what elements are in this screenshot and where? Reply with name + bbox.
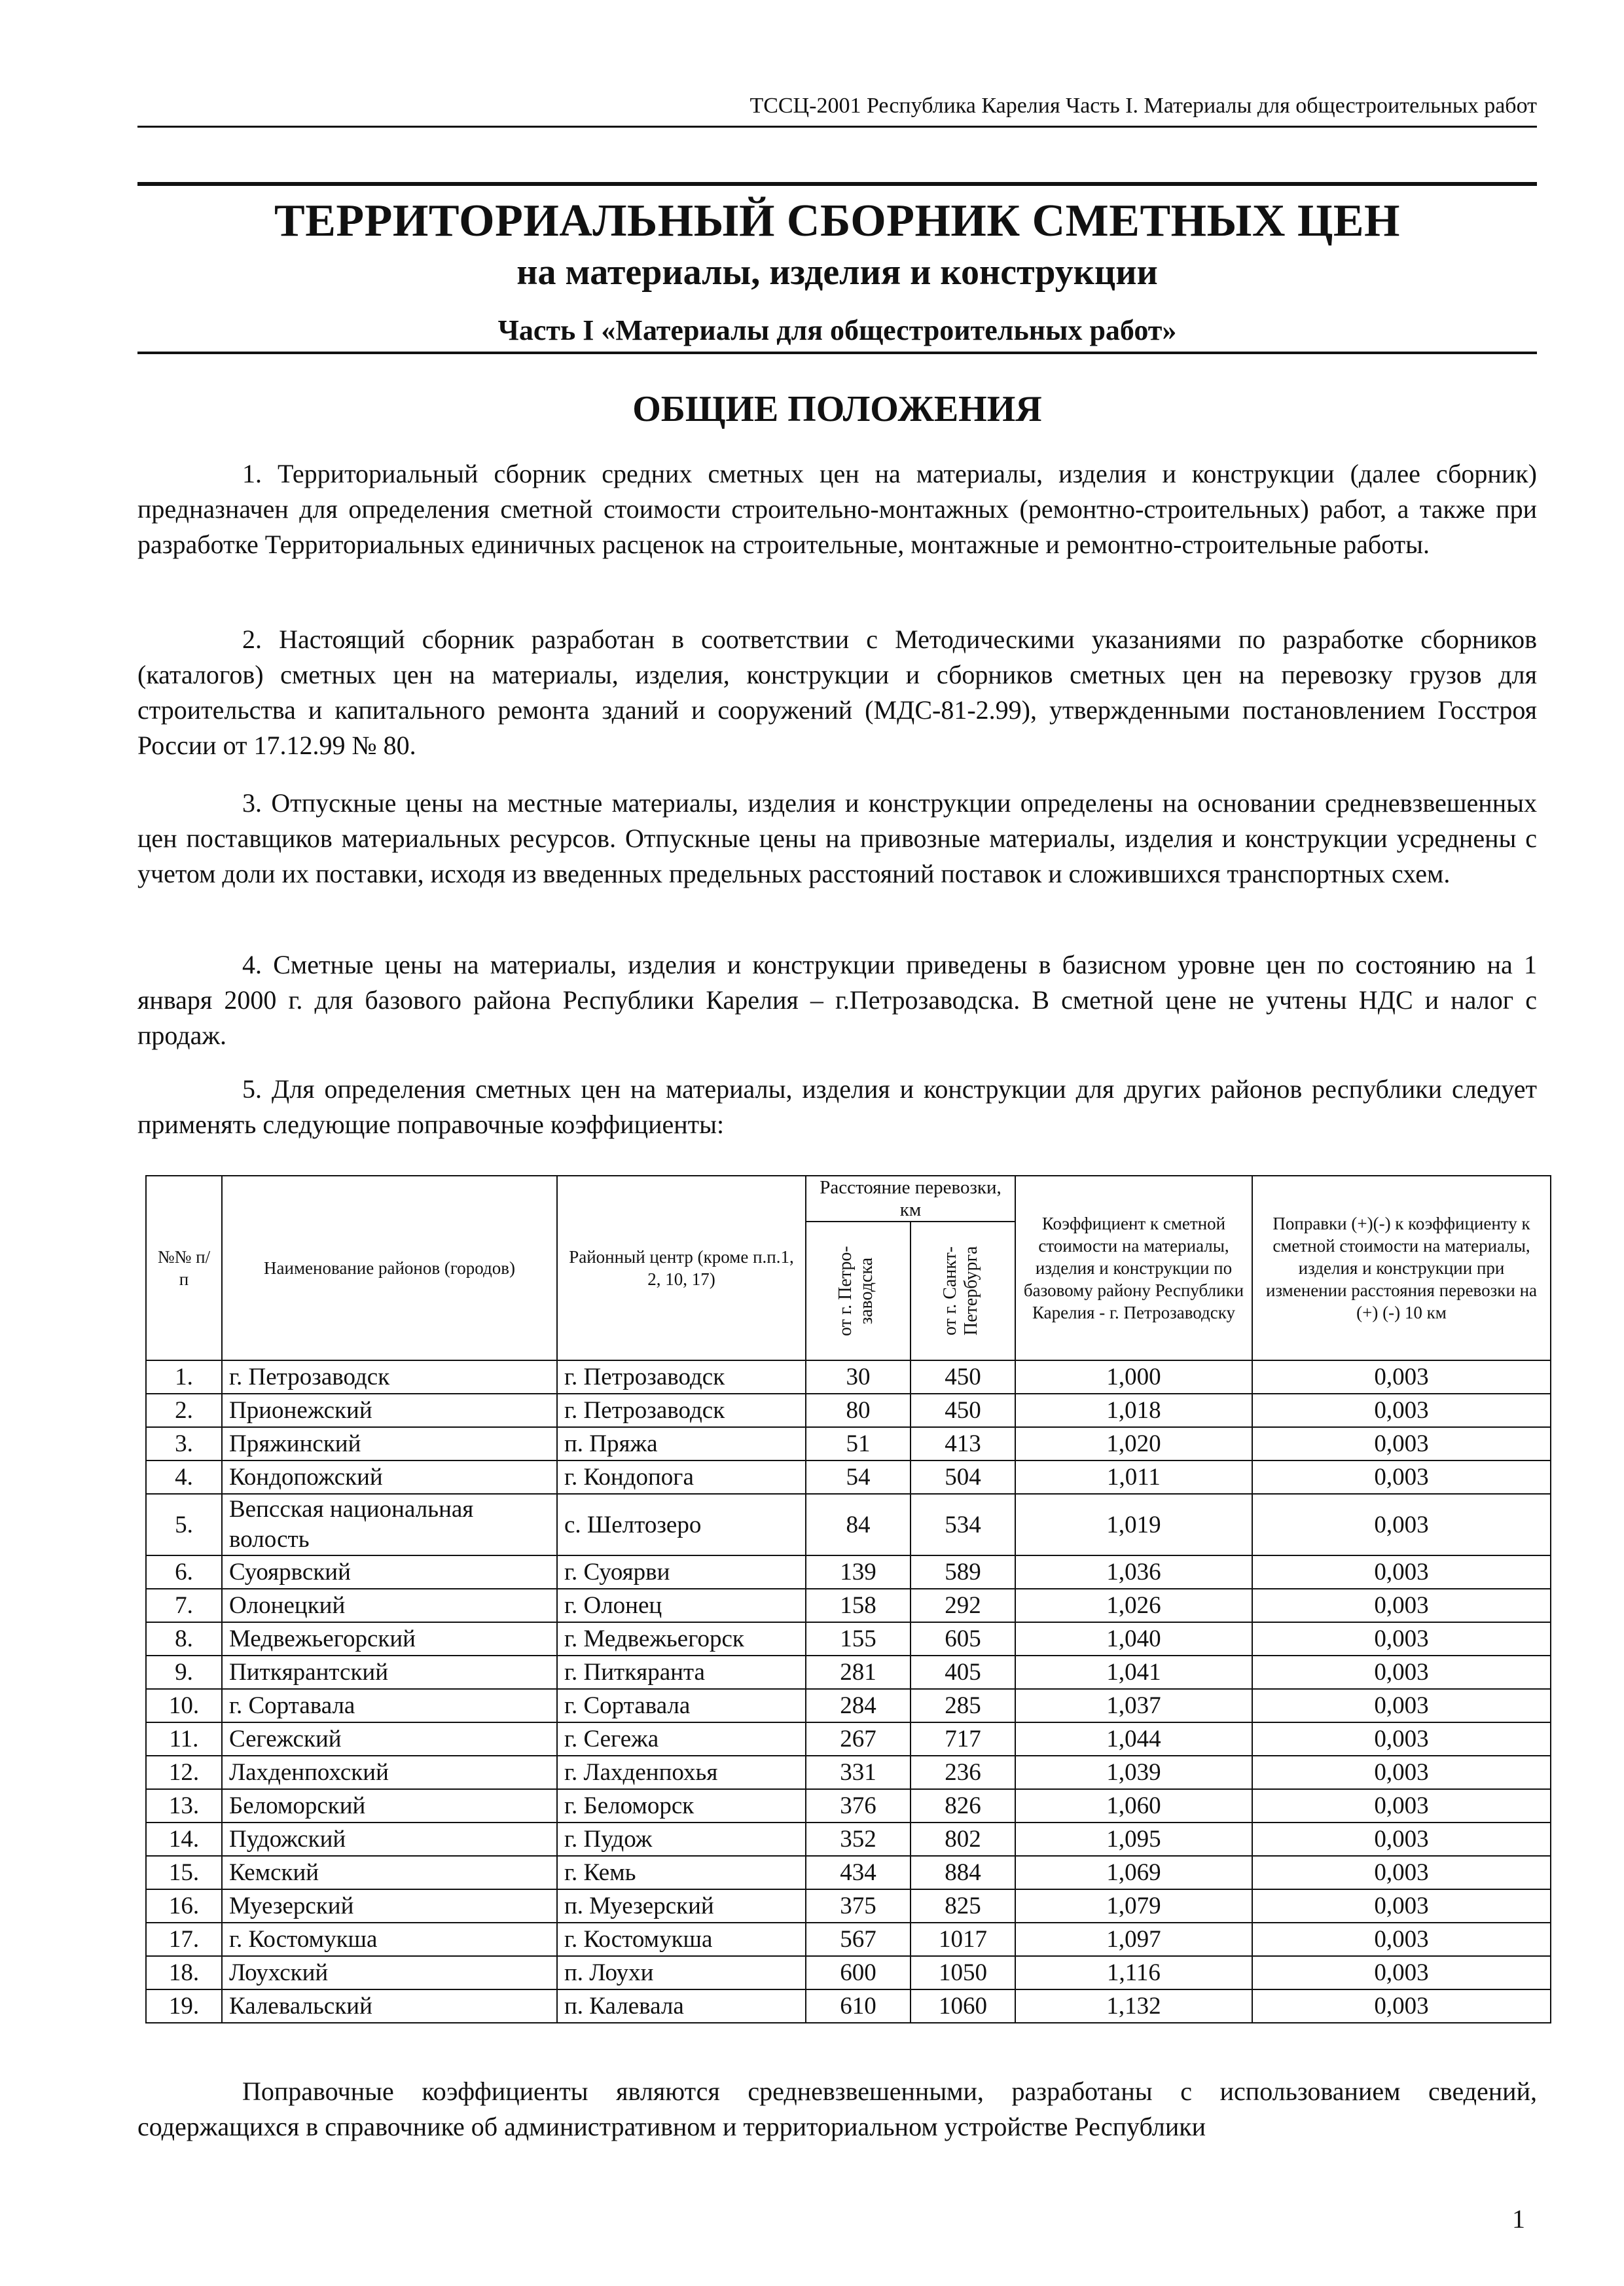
header-district-center: Районный центр (кроме п.п.1, 2, 10, 17) [557, 1176, 806, 1360]
correction-value: 0,003 [1252, 1427, 1551, 1460]
district-center: п. Лоухи [557, 1956, 806, 1989]
header-from-spb [911, 1222, 1015, 1360]
title-bottom-rule [137, 352, 1537, 354]
correction-value: 0,003 [1252, 1722, 1551, 1756]
district-center: г. Петрозаводск [557, 1394, 806, 1427]
table-row [146, 1789, 1551, 1823]
district-name: Прионежский [222, 1394, 557, 1427]
row-number: 12. [146, 1756, 222, 1789]
distance-petrozavodsk: 281 [806, 1656, 911, 1689]
coefficient-value: 1,040 [1015, 1622, 1252, 1656]
district-name: Вепсская национальная волость [222, 1494, 557, 1555]
row-number: 10. [146, 1689, 222, 1722]
district-center: г. Суоярви [557, 1555, 806, 1589]
row-number: 18. [146, 1956, 222, 1989]
table-row [146, 1689, 1551, 1722]
running-header: ТССЦ-2001 Республика Карелия Часть I. Материалы для общестроительных работ [749, 94, 1537, 118]
district-center: г. Медвежьегорск [557, 1622, 806, 1656]
coefficient-value: 1,037 [1015, 1689, 1252, 1722]
distance-petrozavodsk: 610 [806, 1989, 911, 2023]
distance-petrozavodsk: 331 [806, 1756, 911, 1789]
distance-petrozavodsk: 155 [806, 1622, 911, 1656]
district-center: п. Муезерский [557, 1889, 806, 1923]
distance-spb: 1060 [911, 1989, 1015, 2023]
distance-petrozavodsk: 375 [806, 1889, 911, 1923]
table-row [146, 1360, 1551, 1394]
correction-value: 0,003 [1252, 1360, 1551, 1394]
row-number: 17. [146, 1923, 222, 1956]
coefficient-value: 1,020 [1015, 1427, 1252, 1460]
distance-spb: 285 [911, 1689, 1015, 1722]
coefficients-table [145, 1175, 1551, 2023]
coefficient-value: 1,044 [1015, 1722, 1252, 1756]
row-number: 1. [146, 1360, 222, 1394]
correction-value: 0,003 [1252, 1622, 1551, 1656]
district-center: г. Кондопога [557, 1460, 806, 1494]
district-center: г. Питкяранта [557, 1656, 806, 1689]
district-name: Лахденпохский [222, 1756, 557, 1789]
table-row [146, 1427, 1551, 1460]
table-row [146, 1989, 1551, 2023]
district-center: г. Пудож [557, 1823, 806, 1856]
distance-spb: 292 [911, 1589, 1015, 1622]
coefficient-value: 1,018 [1015, 1394, 1252, 1427]
distance-petrozavodsk: 434 [806, 1856, 911, 1889]
section-title: ОБЩИЕ ПОЛОЖЕНИЯ [632, 389, 1042, 429]
table-body [146, 1360, 1551, 2023]
header-district-name: Наименование районов (городов) [222, 1176, 557, 1360]
table-row [146, 1889, 1551, 1923]
table-row [146, 1555, 1551, 1589]
correction-value: 0,003 [1252, 1789, 1551, 1823]
coefficient-value: 1,026 [1015, 1589, 1252, 1622]
correction-value: 0,003 [1252, 1889, 1551, 1923]
distance-spb: 504 [911, 1460, 1015, 1494]
district-center: г. Сортавала [557, 1689, 806, 1722]
header-distance: Расстояние перевозки, км [806, 1176, 1015, 1222]
table-row [146, 1589, 1551, 1622]
distance-spb: 825 [911, 1889, 1015, 1923]
coefficient-value: 1,039 [1015, 1756, 1252, 1789]
district-name: г. Сортавала [222, 1689, 557, 1722]
title-block [137, 193, 1537, 349]
row-number: 2. [146, 1394, 222, 1427]
district-name: Муезерский [222, 1889, 557, 1923]
correction-value: 0,003 [1252, 1756, 1551, 1789]
distance-petrozavodsk: 139 [806, 1555, 911, 1589]
distance-spb: 1050 [911, 1956, 1015, 1989]
distance-petrozavodsk: 284 [806, 1689, 911, 1722]
part-title: Часть I «Материалы для общестроительных работ» [497, 314, 1177, 346]
distance-spb: 405 [911, 1656, 1015, 1689]
row-number: 19. [146, 1989, 222, 2023]
coefficient-value: 1,000 [1015, 1360, 1252, 1394]
header-from-petrozavodsk-label: от г. Петро-заводска [835, 1246, 876, 1336]
distance-petrozavodsk: 84 [806, 1494, 911, 1555]
row-number: 11. [146, 1722, 222, 1756]
district-center: г. Беломорск [557, 1789, 806, 1823]
correction-value: 0,003 [1252, 1589, 1551, 1622]
paragraph-4: 4. Сметные цены на материалы, изделия и конструкции приведены в базисном уровне цен по состоянию на 1 января 2000 г. для базового района Республики Карелия – г.Петрозаводска. В сметной цене не учтены НДС и налог с продаж. [137, 950, 1537, 1050]
distance-spb: 826 [911, 1789, 1015, 1823]
distance-petrozavodsk: 352 [806, 1823, 911, 1856]
correction-value: 0,003 [1252, 1856, 1551, 1889]
correction-value: 0,003 [1252, 1989, 1551, 2023]
row-number: 15. [146, 1856, 222, 1889]
table-row [146, 1494, 1551, 1555]
header-rule [137, 126, 1537, 128]
distance-spb: 450 [911, 1360, 1015, 1394]
coefficient-value: 1,060 [1015, 1789, 1252, 1823]
district-center: г. Сегежа [557, 1722, 806, 1756]
row-number: 3. [146, 1427, 222, 1460]
paragraph-3: 3. Отпускные цены на местные материалы, изделия и конструкции определены на основании средневзвешенных цен поставщиков материальных ресурсов. Отпускные цены на привозные материалы, изделия и конструкции усреднены с учетом доли их поставки, исходя из введенных предельных расстояний поставок и сложившихся транспортных схем. [137, 788, 1537, 888]
main-title: ТЕРРИТОРИАЛЬНЫЙ СБОРНИК СМЕТНЫХ ЦЕН [274, 196, 1400, 246]
district-name: Кондопожский [222, 1460, 557, 1494]
row-number: 5. [146, 1494, 222, 1555]
header-from-spb-label: от г. Санкт-Петербурга [940, 1246, 981, 1336]
coefficient-value: 1,069 [1015, 1856, 1252, 1889]
district-center: п. Калевала [557, 1989, 806, 2023]
distance-petrozavodsk: 567 [806, 1923, 911, 1956]
table-row [146, 1823, 1551, 1856]
correction-value: 0,003 [1252, 1689, 1551, 1722]
coefficient-value: 1,036 [1015, 1555, 1252, 1589]
row-number: 4. [146, 1460, 222, 1494]
district-name: Калевальский [222, 1989, 557, 2023]
row-number: 7. [146, 1589, 222, 1622]
distance-spb: 450 [911, 1394, 1015, 1427]
distance-spb: 534 [911, 1494, 1015, 1555]
coefficient-value: 1,095 [1015, 1823, 1252, 1856]
header-num: №№ п/п [146, 1176, 222, 1360]
distance-spb: 236 [911, 1756, 1015, 1789]
district-name: Суоярвский [222, 1555, 557, 1589]
distance-petrozavodsk: 51 [806, 1427, 911, 1460]
district-name: Сегежский [222, 1722, 557, 1756]
district-name: Пряжинский [222, 1427, 557, 1460]
distance-spb: 1017 [911, 1923, 1015, 1956]
district-center: г. Костомукша [557, 1923, 806, 1956]
header-coefficient: Коэффициент к сметной стоимости на материалы, изделия и конструкции по базовому району Республики Карелия - г. Петрозаводску [1015, 1176, 1252, 1360]
district-center: г. Кемь [557, 1856, 806, 1889]
district-center: с. Шелтозеро [557, 1494, 806, 1555]
distance-petrozavodsk: 600 [806, 1956, 911, 1989]
district-center: г. Лахденпохья [557, 1756, 806, 1789]
coefficient-value: 1,041 [1015, 1656, 1252, 1689]
table-row [146, 1460, 1551, 1494]
district-center: п. Пряжа [557, 1427, 806, 1460]
closing-paragraph: Поправочные коэффициенты являются средневзвешенными, разработаны с использованием сведений, содержащихся в справочнике об административном и территориальном устройстве Республики [137, 2077, 1537, 2141]
coefficient-value: 1,011 [1015, 1460, 1252, 1494]
table-row [146, 1923, 1551, 1956]
coefficient-value: 1,132 [1015, 1989, 1252, 2023]
distance-petrozavodsk: 54 [806, 1460, 911, 1494]
district-name: Питкярантский [222, 1656, 557, 1689]
table-row [146, 1856, 1551, 1889]
distance-spb: 589 [911, 1555, 1015, 1589]
paragraph-2: 2. Настоящий сборник разработан в соответствии с Методическими указаниями по разработке сборников (каталогов) сметных цен на материалы, изделия, конструкции и сборников сметных цен на перевозку грузов для строительства и капитального ремонта зданий и сооружений (МДС-81-2.99), утвержденными постановлением Госстроя России от 17.12.99 № 80. [137, 625, 1537, 760]
row-number: 16. [146, 1889, 222, 1923]
header-correction: Поправки (+)(-) к коэффициенту к сметной стоимости на материалы, изделия и конструкции при изменении расстояния перевозки на (+) (-) 10 км [1252, 1176, 1551, 1360]
table-row [146, 1394, 1551, 1427]
correction-value: 0,003 [1252, 1460, 1551, 1494]
correction-value: 0,003 [1252, 1823, 1551, 1856]
district-center: г. Петрозаводск [557, 1360, 806, 1394]
title-top-rule [137, 182, 1537, 186]
row-number: 13. [146, 1789, 222, 1823]
distance-petrozavodsk: 376 [806, 1789, 911, 1823]
paragraph-5: 5. Для определения сметных цен на материалы, изделия и конструкции для других районов республики следует применять следующие поправочные коэффициенты: [137, 1074, 1537, 1139]
table-row [146, 1956, 1551, 1989]
distance-spb: 884 [911, 1856, 1015, 1889]
coefficient-value: 1,019 [1015, 1494, 1252, 1555]
distance-spb: 413 [911, 1427, 1015, 1460]
district-name: Беломорский [222, 1789, 557, 1823]
row-number: 14. [146, 1823, 222, 1856]
distance-petrozavodsk: 158 [806, 1589, 911, 1622]
distance-petrozavodsk: 267 [806, 1722, 911, 1756]
row-number: 6. [146, 1555, 222, 1589]
row-number: 9. [146, 1656, 222, 1689]
correction-value: 0,003 [1252, 1956, 1551, 1989]
district-name: Лоухский [222, 1956, 557, 1989]
correction-value: 0,003 [1252, 1656, 1551, 1689]
header-from-petrozavodsk [806, 1222, 911, 1360]
table-header-row-1 [146, 1176, 1551, 1222]
coefficient-value: 1,097 [1015, 1923, 1252, 1956]
district-name: г. Костомукша [222, 1923, 557, 1956]
correction-value: 0,003 [1252, 1555, 1551, 1589]
distance-spb: 802 [911, 1823, 1015, 1856]
district-name: Кемский [222, 1856, 557, 1889]
distance-petrozavodsk: 80 [806, 1394, 911, 1427]
paragraph-1: 1. Территориальный сборник средних сметных цен на материалы, изделия и конструкции (далее сборник) предназначен для определения сметной стоимости строительно-монтажных (ремонтно-строительных) работ, а также при разработке Территориальных единичных расценок на строительные, монтажные и ремонтно-строительные работы. [137, 459, 1537, 559]
coefficient-value: 1,116 [1015, 1956, 1252, 1989]
coefficient-value: 1,079 [1015, 1889, 1252, 1923]
distance-spb: 717 [911, 1722, 1015, 1756]
page-number: 1 [1512, 2204, 1525, 2234]
district-name: г. Петрозаводск [222, 1360, 557, 1394]
table-row [146, 1622, 1551, 1656]
correction-value: 0,003 [1252, 1494, 1551, 1555]
title-subtitle: на материалы, изделия и конструкции [516, 252, 1158, 293]
table-row [146, 1656, 1551, 1689]
row-number: 8. [146, 1622, 222, 1656]
table-row [146, 1722, 1551, 1756]
district-center: г. Олонец [557, 1589, 806, 1622]
correction-value: 0,003 [1252, 1923, 1551, 1956]
district-name: Олонецкий [222, 1589, 557, 1622]
district-name: Медвежьегорский [222, 1622, 557, 1656]
district-name: Пудожский [222, 1823, 557, 1856]
table-row [146, 1756, 1551, 1789]
correction-value: 0,003 [1252, 1394, 1551, 1427]
distance-petrozavodsk: 30 [806, 1360, 911, 1394]
distance-spb: 605 [911, 1622, 1015, 1656]
